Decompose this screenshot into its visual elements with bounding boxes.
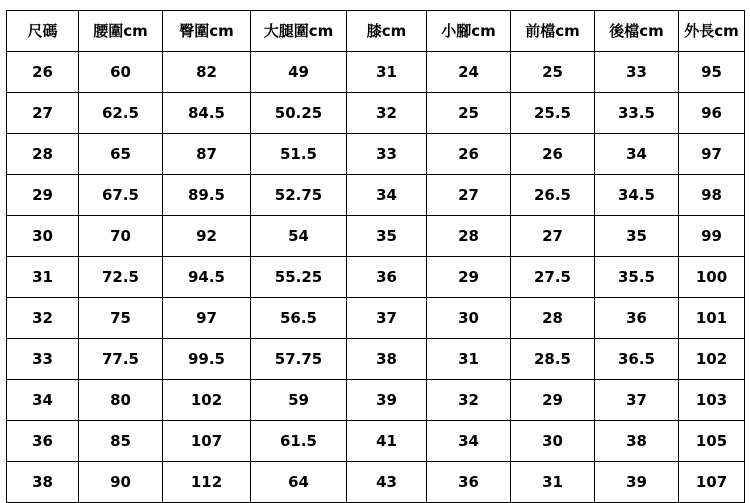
cell-knee: 32	[347, 93, 427, 134]
cell-outseam: 100	[679, 257, 745, 298]
cell-front-rise: 25	[511, 52, 595, 93]
cell-knee: 41	[347, 421, 427, 462]
cell-hip: 107	[163, 421, 251, 462]
cell-outseam: 98	[679, 175, 745, 216]
cell-knee: 35	[347, 216, 427, 257]
cell-size: 29	[7, 175, 79, 216]
cell-hip: 99.5	[163, 339, 251, 380]
cell-outseam: 105	[679, 421, 745, 462]
cell-ankle: 27	[427, 175, 511, 216]
table-row	[7, 134, 745, 175]
cell-waist: 72.5	[79, 257, 163, 298]
cell-hip: 87	[163, 134, 251, 175]
cell-waist: 80	[79, 380, 163, 421]
cell-knee: 39	[347, 380, 427, 421]
cell-back-rise: 36.5	[595, 339, 679, 380]
cell-size: 36	[7, 421, 79, 462]
cell-back-rise: 36	[595, 298, 679, 339]
cell-outseam: 97	[679, 134, 745, 175]
column-header-thigh: 大腿圍cm	[251, 11, 347, 52]
table-header	[7, 11, 745, 52]
cell-thigh: 55.25	[251, 257, 347, 298]
cell-thigh: 52.75	[251, 175, 347, 216]
cell-ankle: 26	[427, 134, 511, 175]
cell-front-rise: 28.5	[511, 339, 595, 380]
table-row	[7, 421, 745, 462]
cell-hip: 84.5	[163, 93, 251, 134]
cell-hip: 97	[163, 298, 251, 339]
table-row	[7, 298, 745, 339]
cell-ankle: 24	[427, 52, 511, 93]
cell-back-rise: 33.5	[595, 93, 679, 134]
cell-thigh: 54	[251, 216, 347, 257]
column-header-size: 尺碼	[7, 11, 79, 52]
table-row	[7, 93, 745, 134]
cell-size: 27	[7, 93, 79, 134]
table-row	[7, 175, 745, 216]
cell-waist: 62.5	[79, 93, 163, 134]
cell-hip: 89.5	[163, 175, 251, 216]
cell-size: 34	[7, 380, 79, 421]
cell-front-rise: 29	[511, 380, 595, 421]
cell-back-rise: 38	[595, 421, 679, 462]
cell-knee: 38	[347, 339, 427, 380]
cell-knee: 43	[347, 462, 427, 503]
table-row	[7, 462, 745, 503]
cell-outseam: 95	[679, 52, 745, 93]
cell-waist: 85	[79, 421, 163, 462]
table-row	[7, 339, 745, 380]
cell-size: 26	[7, 52, 79, 93]
table-body	[7, 52, 745, 503]
table-row	[7, 257, 745, 298]
table-row	[7, 216, 745, 257]
cell-waist: 75	[79, 298, 163, 339]
cell-hip: 102	[163, 380, 251, 421]
cell-ankle: 30	[427, 298, 511, 339]
cell-ankle: 28	[427, 216, 511, 257]
cell-waist: 77.5	[79, 339, 163, 380]
cell-ankle: 29	[427, 257, 511, 298]
cell-knee: 31	[347, 52, 427, 93]
table-row	[7, 52, 745, 93]
cell-knee: 36	[347, 257, 427, 298]
cell-hip: 112	[163, 462, 251, 503]
cell-front-rise: 31	[511, 462, 595, 503]
column-header-front-rise: 前檔cm	[511, 11, 595, 52]
table-header-row	[7, 11, 745, 52]
cell-hip: 94.5	[163, 257, 251, 298]
column-header-outseam: 外長cm	[679, 11, 745, 52]
cell-ankle: 25	[427, 93, 511, 134]
cell-waist: 90	[79, 462, 163, 503]
cell-thigh: 59	[251, 380, 347, 421]
table-row	[7, 380, 745, 421]
cell-outseam: 102	[679, 339, 745, 380]
size-chart-table	[6, 10, 745, 503]
cell-back-rise: 37	[595, 380, 679, 421]
cell-knee: 37	[347, 298, 427, 339]
cell-thigh: 50.25	[251, 93, 347, 134]
cell-outseam: 101	[679, 298, 745, 339]
cell-knee: 34	[347, 175, 427, 216]
cell-thigh: 57.75	[251, 339, 347, 380]
cell-front-rise: 26.5	[511, 175, 595, 216]
cell-size: 30	[7, 216, 79, 257]
cell-ankle: 31	[427, 339, 511, 380]
cell-front-rise: 30	[511, 421, 595, 462]
cell-waist: 65	[79, 134, 163, 175]
cell-front-rise: 26	[511, 134, 595, 175]
column-header-back-rise: 後檔cm	[595, 11, 679, 52]
cell-size: 38	[7, 462, 79, 503]
cell-size: 32	[7, 298, 79, 339]
cell-waist: 60	[79, 52, 163, 93]
cell-ankle: 34	[427, 421, 511, 462]
cell-thigh: 64	[251, 462, 347, 503]
cell-back-rise: 33	[595, 52, 679, 93]
cell-ankle: 32	[427, 380, 511, 421]
cell-front-rise: 28	[511, 298, 595, 339]
cell-outseam: 99	[679, 216, 745, 257]
cell-thigh: 56.5	[251, 298, 347, 339]
cell-hip: 82	[163, 52, 251, 93]
cell-thigh: 61.5	[251, 421, 347, 462]
cell-thigh: 49	[251, 52, 347, 93]
cell-ankle: 36	[427, 462, 511, 503]
cell-size: 28	[7, 134, 79, 175]
cell-size: 33	[7, 339, 79, 380]
cell-hip: 92	[163, 216, 251, 257]
cell-back-rise: 35.5	[595, 257, 679, 298]
cell-waist: 67.5	[79, 175, 163, 216]
column-header-ankle: 小腳cm	[427, 11, 511, 52]
cell-front-rise: 27	[511, 216, 595, 257]
column-header-waist: 腰圍cm	[79, 11, 163, 52]
column-header-knee: 膝cm	[347, 11, 427, 52]
cell-waist: 70	[79, 216, 163, 257]
column-header-hip: 臀圍cm	[163, 11, 251, 52]
cell-outseam: 96	[679, 93, 745, 134]
cell-outseam: 107	[679, 462, 745, 503]
cell-outseam: 103	[679, 380, 745, 421]
cell-front-rise: 25.5	[511, 93, 595, 134]
cell-knee: 33	[347, 134, 427, 175]
cell-thigh: 51.5	[251, 134, 347, 175]
cell-back-rise: 39	[595, 462, 679, 503]
cell-size: 31	[7, 257, 79, 298]
cell-back-rise: 34.5	[595, 175, 679, 216]
cell-back-rise: 35	[595, 216, 679, 257]
cell-front-rise: 27.5	[511, 257, 595, 298]
cell-back-rise: 34	[595, 134, 679, 175]
